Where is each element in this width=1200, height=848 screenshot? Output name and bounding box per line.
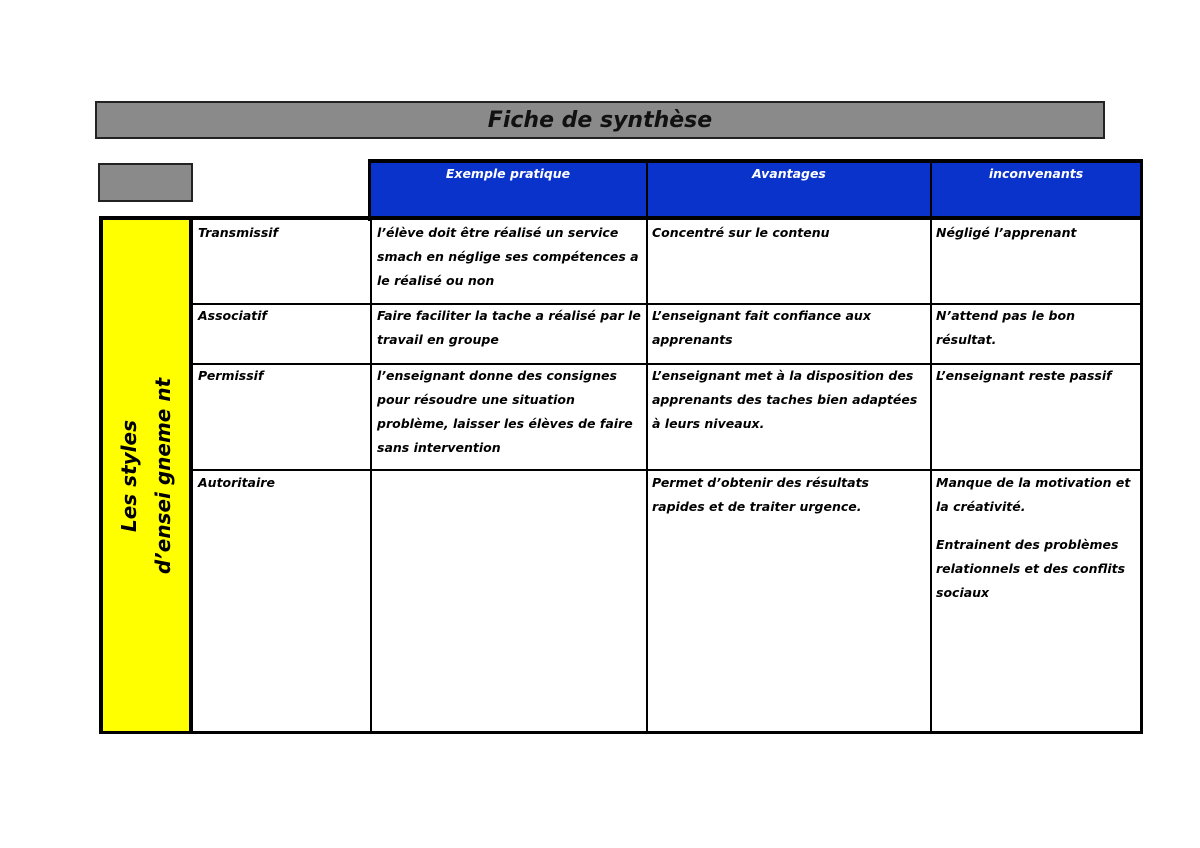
row3-exemple: l’enseignant donne des consignes pour résoudre une situation problème, laisser les élèves de faire sans intervention — [377, 368, 633, 455]
row4-avantages: Permet d’obtenir des résultats rapides et de traiter urgence. — [652, 475, 869, 514]
row4-inconvenant-1: Manque de la motivation et la créativité. — [936, 475, 1131, 514]
table-left-border — [99, 216, 103, 734]
title-bar — [95, 101, 1105, 139]
row4-inconvenants — [936, 471, 1138, 619]
band-right-border — [189, 216, 193, 734]
side-label-line1: Les styles — [117, 420, 141, 533]
side-label-line2: d’ensei gneme nt — [151, 377, 175, 575]
row1-exemple: l’élève doit être réalisé un service smach en néglige ses compétences a le réalisé ou non — [377, 225, 639, 288]
col-divider-2 — [646, 216, 648, 734]
header-inconvenants — [932, 160, 1140, 218]
row1-inconvenant-1: Négligé l’apprenant — [936, 225, 1077, 240]
row1-avantages: Concentré sur le contenu — [652, 225, 830, 240]
col-divider-3 — [930, 216, 932, 734]
row2-exemple: Faire faciliter la tache a réalisé par le travail en groupe — [377, 308, 641, 347]
row2-style: Associatif — [198, 308, 267, 323]
header-inconvenants-label: inconvenants — [988, 166, 1084, 181]
row4-style: Autoritaire — [198, 475, 275, 490]
table-right-border — [1140, 216, 1143, 734]
row3-inconvenant-1: L’enseignant reste passif — [936, 368, 1112, 383]
header-exemple — [370, 160, 646, 218]
page-title: Fiche de synthèse — [487, 107, 713, 133]
corner-box — [98, 163, 193, 202]
header-right-border — [1140, 159, 1143, 221]
header-left-border — [368, 159, 371, 221]
row1-inconvenants — [936, 221, 1138, 259]
row3-style: Permissif — [198, 368, 264, 383]
table-top-border — [99, 216, 1143, 220]
row1-style: Transmissif — [198, 225, 279, 240]
row3-inconvenants — [936, 364, 1138, 402]
header-avantages-label: Avantages — [752, 166, 826, 181]
side-label — [106, 256, 186, 696]
row3-avantages: L’enseignant met à la disposition des apprenants des taches bien adaptées à leurs niveaux. — [652, 368, 918, 431]
header-divider-2 — [930, 163, 932, 218]
header-top-border — [368, 159, 1143, 163]
col-divider-1 — [370, 216, 372, 734]
table-bottom-border — [99, 731, 1143, 734]
row2-avantages: L’enseignant fait confiance aux apprenants — [652, 308, 871, 347]
row2-inconvenant-1: N’attend pas le bon résultat. — [936, 308, 1075, 347]
row2-inconvenants — [936, 304, 1086, 366]
header-exemple-label: Exemple pratique — [445, 166, 571, 181]
row4-inconvenant-2: Entrainent des problèmes relationnels et des conflits sociaux — [936, 537, 1126, 600]
header-avantages — [648, 160, 930, 218]
header-divider-1 — [646, 163, 648, 218]
